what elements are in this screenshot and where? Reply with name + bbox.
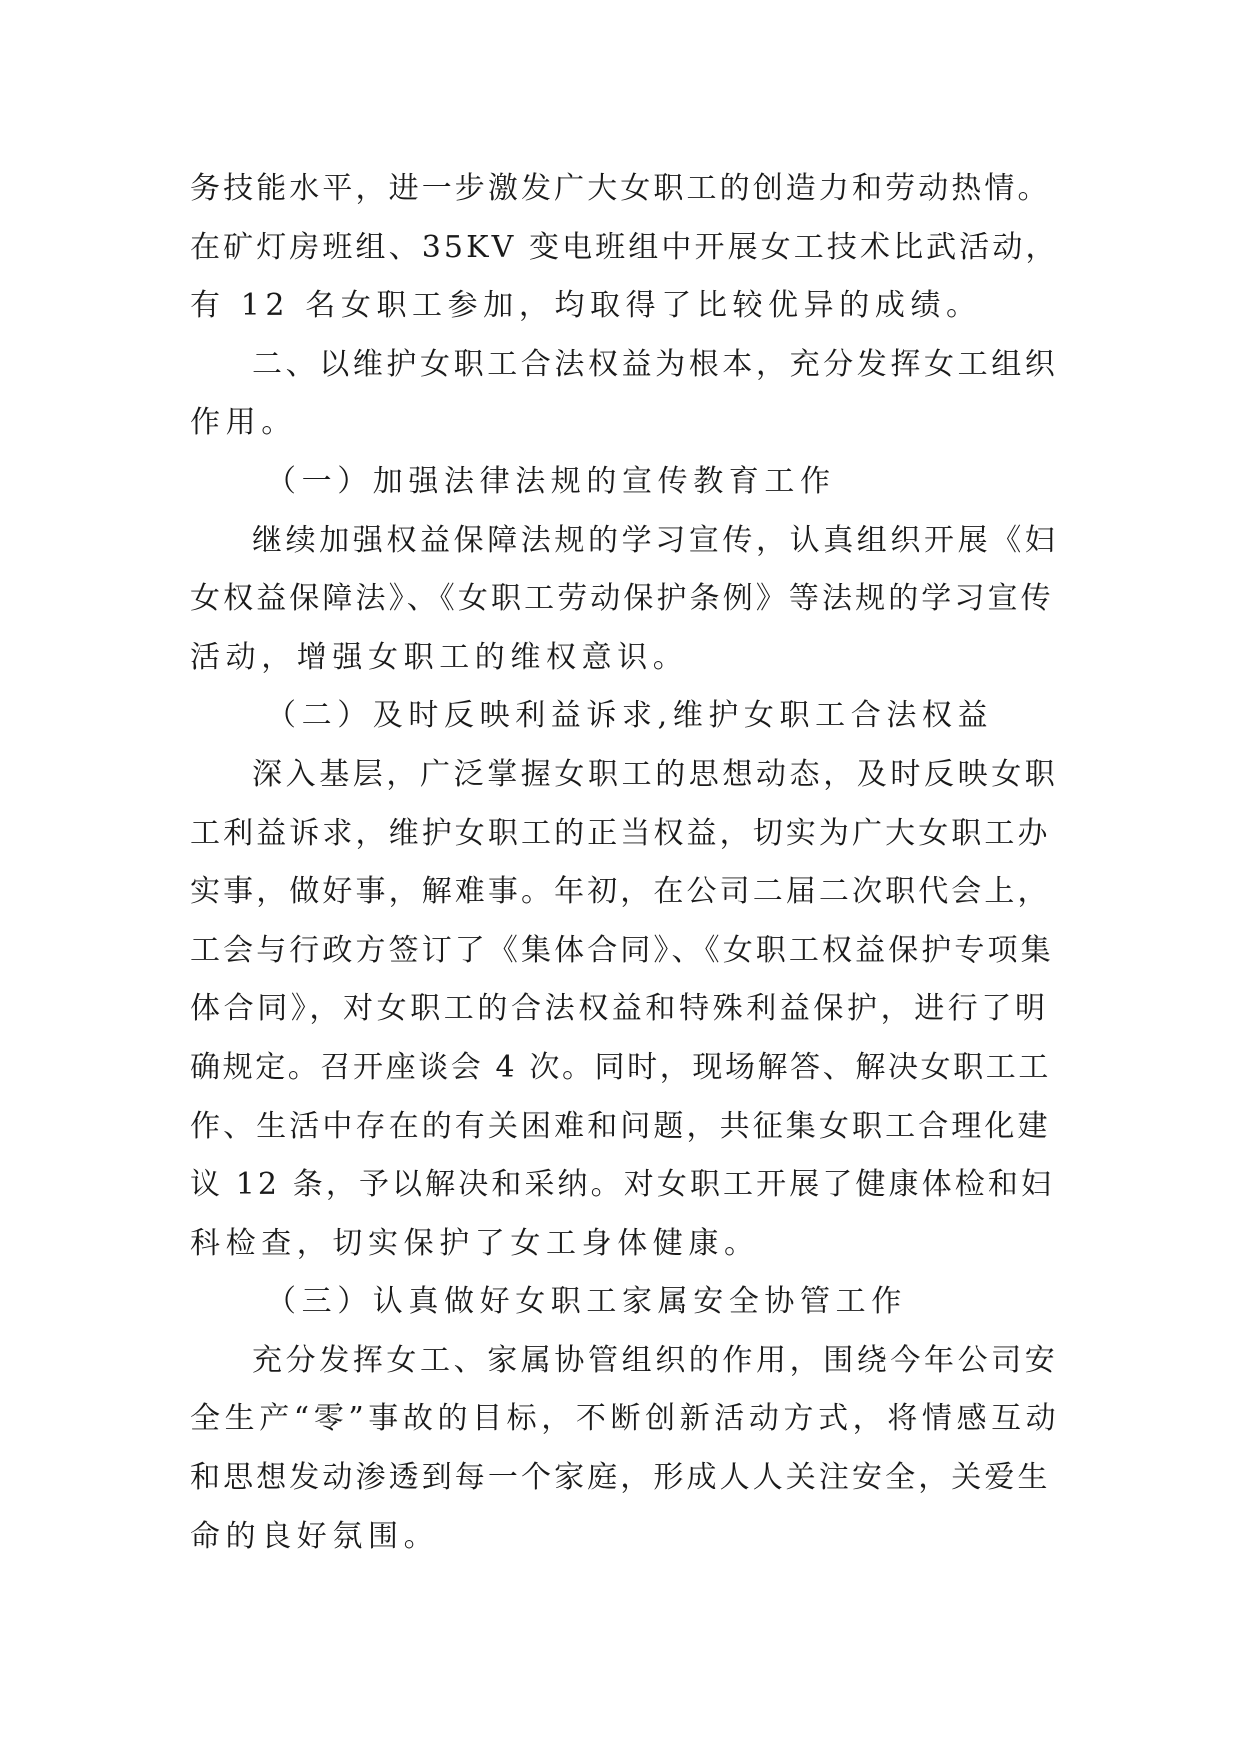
text-line: 作用。 — [190, 405, 297, 441]
text-line: 深入基层，广泛掌握女职工的思想动态，及时反映女职 — [252, 756, 1059, 792]
text-line: 活动，增强女职工的维权意识。 — [190, 639, 689, 675]
text-line: 继续加强权益保障法规的学习宣传，认真组织开展《妇 — [252, 522, 1059, 558]
text-line: 工利益诉求，维护女职工的正当权益，切实为广大女职工办 — [190, 815, 1051, 851]
text-line: 科检查，切实保护了女工身体健康。 — [190, 1225, 760, 1261]
text-line: 体合同》，对女职工的合法权益和特殊利益保护，进行了明 — [190, 991, 1049, 1027]
text-line: 全生产“零”事故的目标，不断创新活动方式，将情感互动 — [190, 1401, 1061, 1437]
text-line: 命的良好氛围。 — [190, 1518, 440, 1554]
text-line: 充分发挥女工、家属协管组织的作用，围绕今年公司安 — [252, 1342, 1059, 1378]
section-subheading: （二）及时反映利益诉求,维护女职工合法权益 — [266, 698, 994, 734]
text-line: 女权益保障法》、《女职工劳动保护条例》等法规的学习宣传 — [190, 581, 1054, 617]
section-subheading: （三）认真做好女职工家属安全协管工作 — [266, 1284, 907, 1320]
text-line: 工会与行政方签订了《集体合同》、《女职工权益保护专项集 — [190, 932, 1054, 968]
body-text — [190, 160, 1060, 1566]
text-line: 作、生活中存在的有关困难和问题，共征集女职工合理化建 — [190, 1108, 1051, 1144]
text-line: 确规定。召开座谈会 4 次。同时，现场解答、解决女职工工 — [190, 1049, 1051, 1085]
text-line: 在矿灯房班组、35KV 变电班组中开展女工技术比武活动， — [190, 229, 1059, 265]
text-line: 务技能水平，进一步激发广大女职工的创造力和劳动热情。 — [190, 171, 1051, 206]
text-line: 实事，做好事，解难事。年初，在公司二届二次职代会上， — [190, 874, 1051, 910]
text-line: 有 12 名女职工参加，均取得了比较优异的成绩。 — [190, 288, 982, 324]
section-subheading: （一）加强法律法规的宣传教育工作 — [266, 463, 836, 499]
text-line: 和思想发动渗透到每一个家庭，形成人人关注安全，关爱生 — [190, 1460, 1051, 1496]
text-line: 二、以维护女职工合法权益为根本，充分发挥女工组织 — [252, 346, 1059, 382]
text-line: 议 12 条，予以解决和采纳。对女职工开展了健康体检和妇 — [190, 1167, 1055, 1203]
